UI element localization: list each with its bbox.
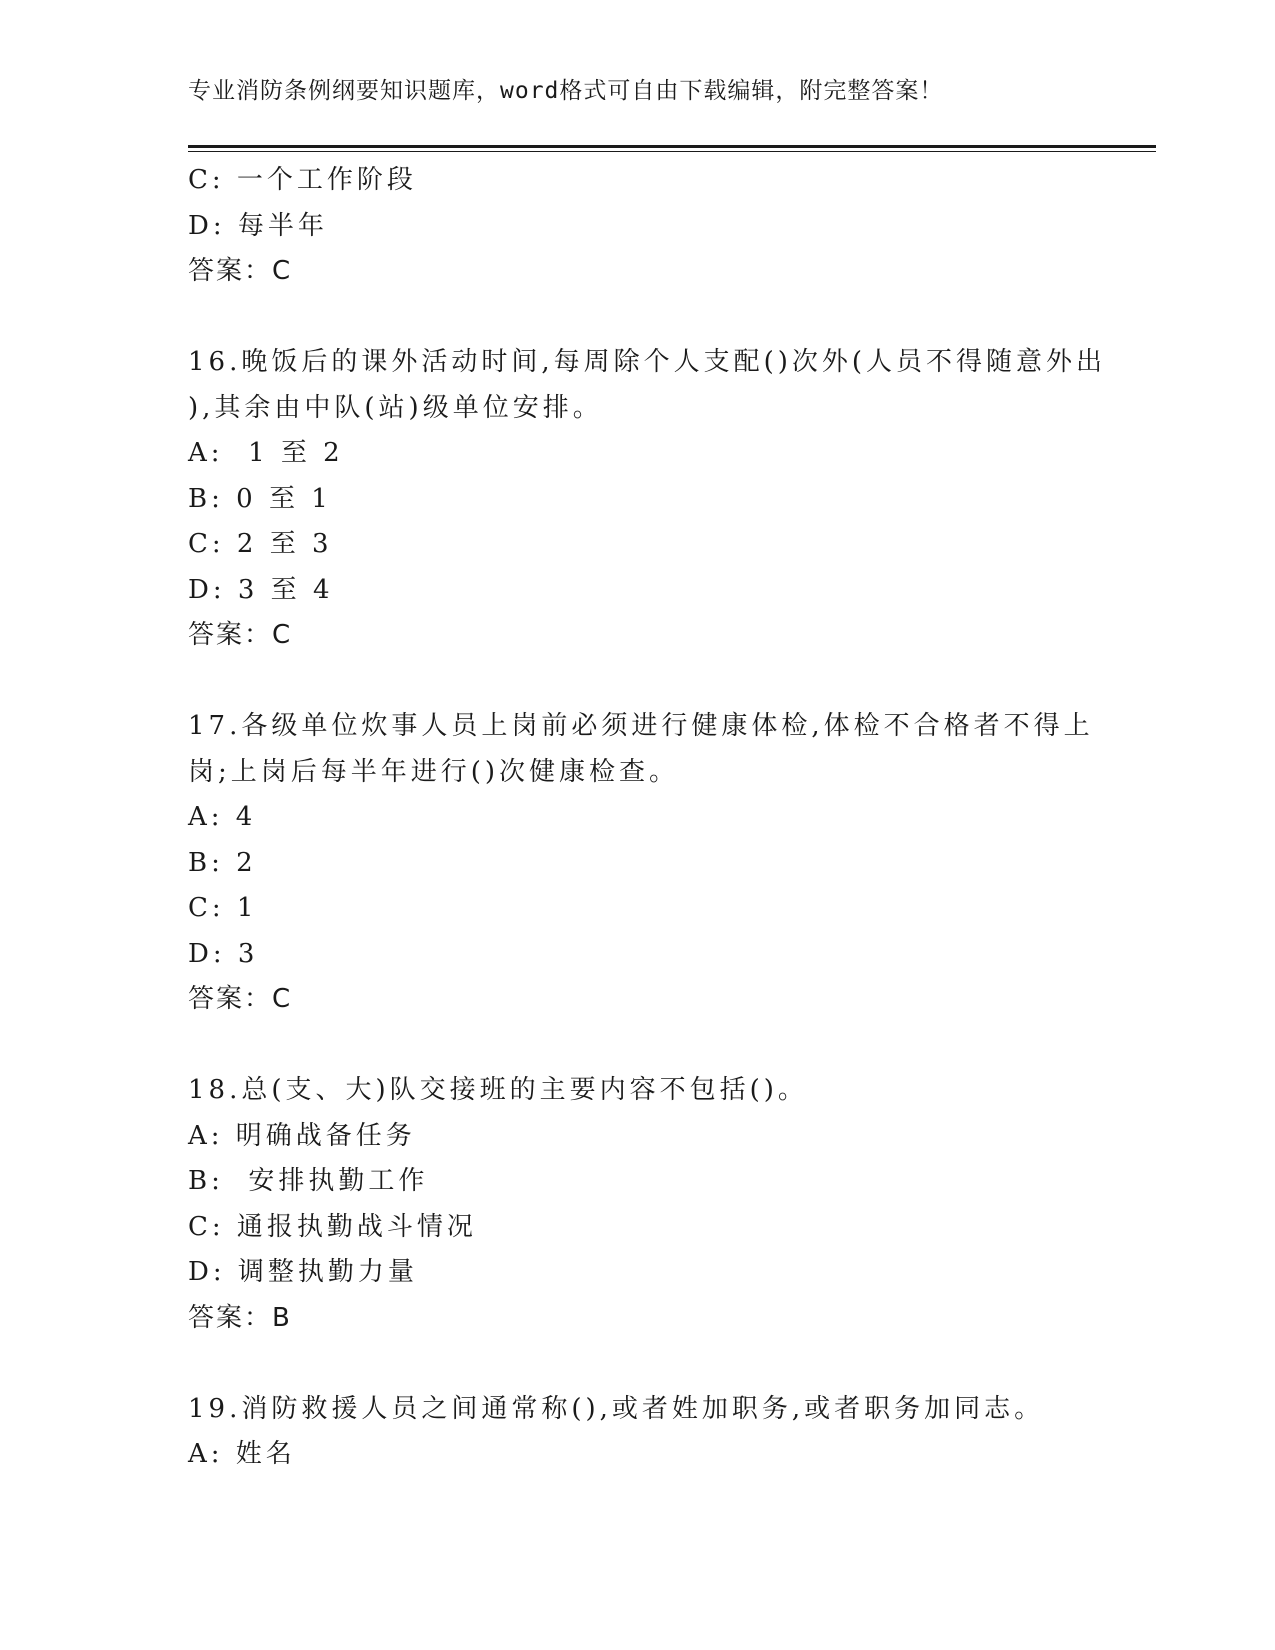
- option-d: D: 3: [188, 938, 259, 969]
- question-stem: ),其余由中队(站)级单位安排。: [188, 392, 603, 423]
- question-stem: 19.消防救援人员之间通常称(),或者姓加职务,或者职务加同志。: [188, 1393, 1045, 1424]
- option-c: C: 通报执勤战斗情况: [188, 1211, 477, 1242]
- option-a: A: 姓名: [188, 1439, 296, 1469]
- question-16: [188, 340, 1108, 659]
- question-19: [188, 1387, 1108, 1478]
- option-a: A: 明确战备任务: [188, 1120, 416, 1151]
- question-stem: 16.晚饭后的课外活动时间,每周除个人支配()次外(人员不得随意外出: [188, 347, 1107, 377]
- answer: 答案：B: [188, 1302, 292, 1333]
- question-17: [188, 704, 1108, 1023]
- header-rule-thin: [188, 151, 1156, 152]
- spacer: [188, 1341, 1108, 1387]
- option-b: B: 0 至 1: [188, 483, 332, 514]
- option-c: C: 2 至 3: [188, 529, 333, 559]
- continued-question: [188, 158, 1108, 295]
- header-rule-thick: [188, 145, 1156, 148]
- option-b: B: 安排执勤工作: [188, 1166, 429, 1196]
- option-d: D: 每半年: [188, 210, 328, 241]
- question-stem: 岗;上岗后每半年进行()次健康检查。: [188, 756, 680, 787]
- option-a: A: 1 至 2: [188, 438, 344, 468]
- page-header: 专业消防条例纲要知识题库，word格式可自由下载编辑，附完整答案！: [188, 78, 944, 104]
- question-18: [188, 1068, 1108, 1341]
- question-content: [188, 158, 1108, 1478]
- option-a: A: 4: [188, 802, 257, 832]
- question-stem: 18.总(支、大)队交接班的主要内容不包括()。: [188, 1075, 808, 1105]
- question-stem: 17.各级单位炊事人员上岗前必须进行健康体检,体检不合格者不得上: [188, 711, 1094, 741]
- option-b: B: 2: [188, 847, 257, 878]
- option-c: C: 一个工作阶段: [188, 165, 417, 195]
- spacer: [188, 295, 1108, 341]
- spacer: [188, 1023, 1108, 1069]
- option-d: D: 调整执勤力量: [188, 1257, 418, 1287]
- answer: 答案：C: [188, 620, 293, 650]
- answer: 答案：C: [188, 984, 293, 1014]
- option-c: C: 1: [188, 893, 258, 923]
- answer: 答案：C: [188, 256, 293, 286]
- option-d: D: 3 至 4: [188, 574, 334, 605]
- spacer: [188, 659, 1108, 705]
